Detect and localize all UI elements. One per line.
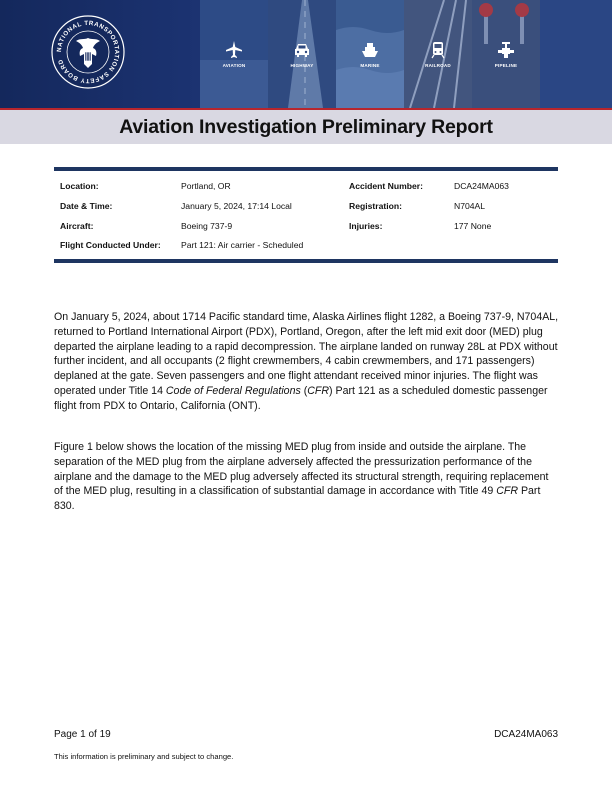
aircraft-label: Aircraft: — [60, 221, 94, 231]
date-time-label: Date & Time: — [60, 201, 113, 211]
mode-marine — [336, 40, 404, 68]
cfr-title-italic: Code of Federal Regulations — [165, 384, 301, 397]
registration-value: N704AL — [454, 201, 486, 211]
narrative-paragraph-2 — [54, 440, 559, 514]
mode-label: HIGHWAY — [290, 63, 314, 68]
flight-conducted-label: Flight Conducted Under: — [60, 240, 161, 250]
mode-label: RAILROAD — [425, 63, 451, 68]
location-value: Portland, OR — [181, 181, 231, 191]
cfr-abbrev-italic: CFR — [496, 485, 519, 498]
mode-label: AVIATION — [222, 63, 246, 68]
mode-pipeline — [472, 40, 540, 68]
airplane-icon — [224, 40, 244, 60]
mode-aviation — [200, 40, 268, 68]
accident-number-value: DCA24MA063 — [454, 181, 509, 191]
ntsb-seal-logo — [50, 14, 126, 90]
preliminary-disclaimer: This information is preliminary and subject to change. — [54, 752, 234, 761]
mode-label: PIPELINE — [494, 63, 518, 68]
location-label: Location: — [60, 181, 99, 191]
registration-label: Registration: — [349, 201, 402, 211]
paragraph-text: Part 830. — [54, 485, 541, 513]
mode-label: MARINE — [360, 63, 380, 68]
aircraft-value: Boeing 737-9 — [181, 221, 233, 231]
train-icon — [428, 40, 448, 60]
header-banner — [0, 0, 612, 108]
paragraph-text: ) Part 121 as a scheduled domestic passenger flight from PDX to Ontario, California (ONT). — [54, 384, 548, 412]
flight-conducted-value: Part 121: Air carrier - Scheduled — [181, 240, 304, 250]
top-rule — [54, 167, 558, 171]
pipeline-valve-icon — [496, 40, 516, 60]
accident-number-label: Accident Number: — [349, 181, 424, 191]
banner-end-panel — [540, 0, 612, 108]
ship-icon — [360, 40, 380, 60]
report-title: Aviation Investigation Preliminary Report — [119, 116, 493, 138]
date-time-value: January 5, 2024, 17:14 Local — [181, 201, 292, 211]
injuries-label: Injuries: — [349, 221, 383, 231]
narrative-paragraph-1 — [54, 310, 559, 414]
page-number: Page 1 of 19 — [54, 729, 111, 740]
mode-highway — [268, 40, 336, 68]
footer-docket-number: DCA24MA063 — [494, 729, 558, 740]
bottom-rule — [54, 259, 558, 263]
paragraph-text: Figure 1 below shows the location of the missing MED plug from inside and outside the airplane. The separation of the MED plug from the airplane adversely affected the pressurization performance of the airplane and the damage to the MED plug adversely affected its structural strength, requiring replacement of the MED plug, resulting in a classification of substantial damage in accordance with Title 49 — [54, 441, 549, 498]
injuries-value: 177 None — [454, 221, 492, 231]
car-icon — [292, 40, 312, 60]
paragraph-text: On January 5, 2024, about 1714 Pacific standard time, Alaska Airlines flight 1282, a Boeing 737-9, N704AL, returned to Portland International Airport (PDX), Portland, Oregon, after the left mid exit door (MED) plug departed the airplane leading to a rapid decompression. The airplane landed on runway 28L at PDX without further incident, and all occupants (2 flight crewmembers, 4 cabin crewmembers, and 171 passengers) deplaned at the gate. Seven passengers and one flight attendant received minor injuries. The flight was operated under Title 14 — [54, 311, 559, 397]
svg-text:NATIONAL TRANSPORTATION SAFETY: NATIONAL TRANSPORTATION SAFETY BOARD — [55, 19, 121, 85]
cfr-abbrev-italic: CFR — [307, 384, 330, 397]
mode-railroad — [404, 40, 472, 68]
paragraph-text: ( — [300, 384, 308, 397]
